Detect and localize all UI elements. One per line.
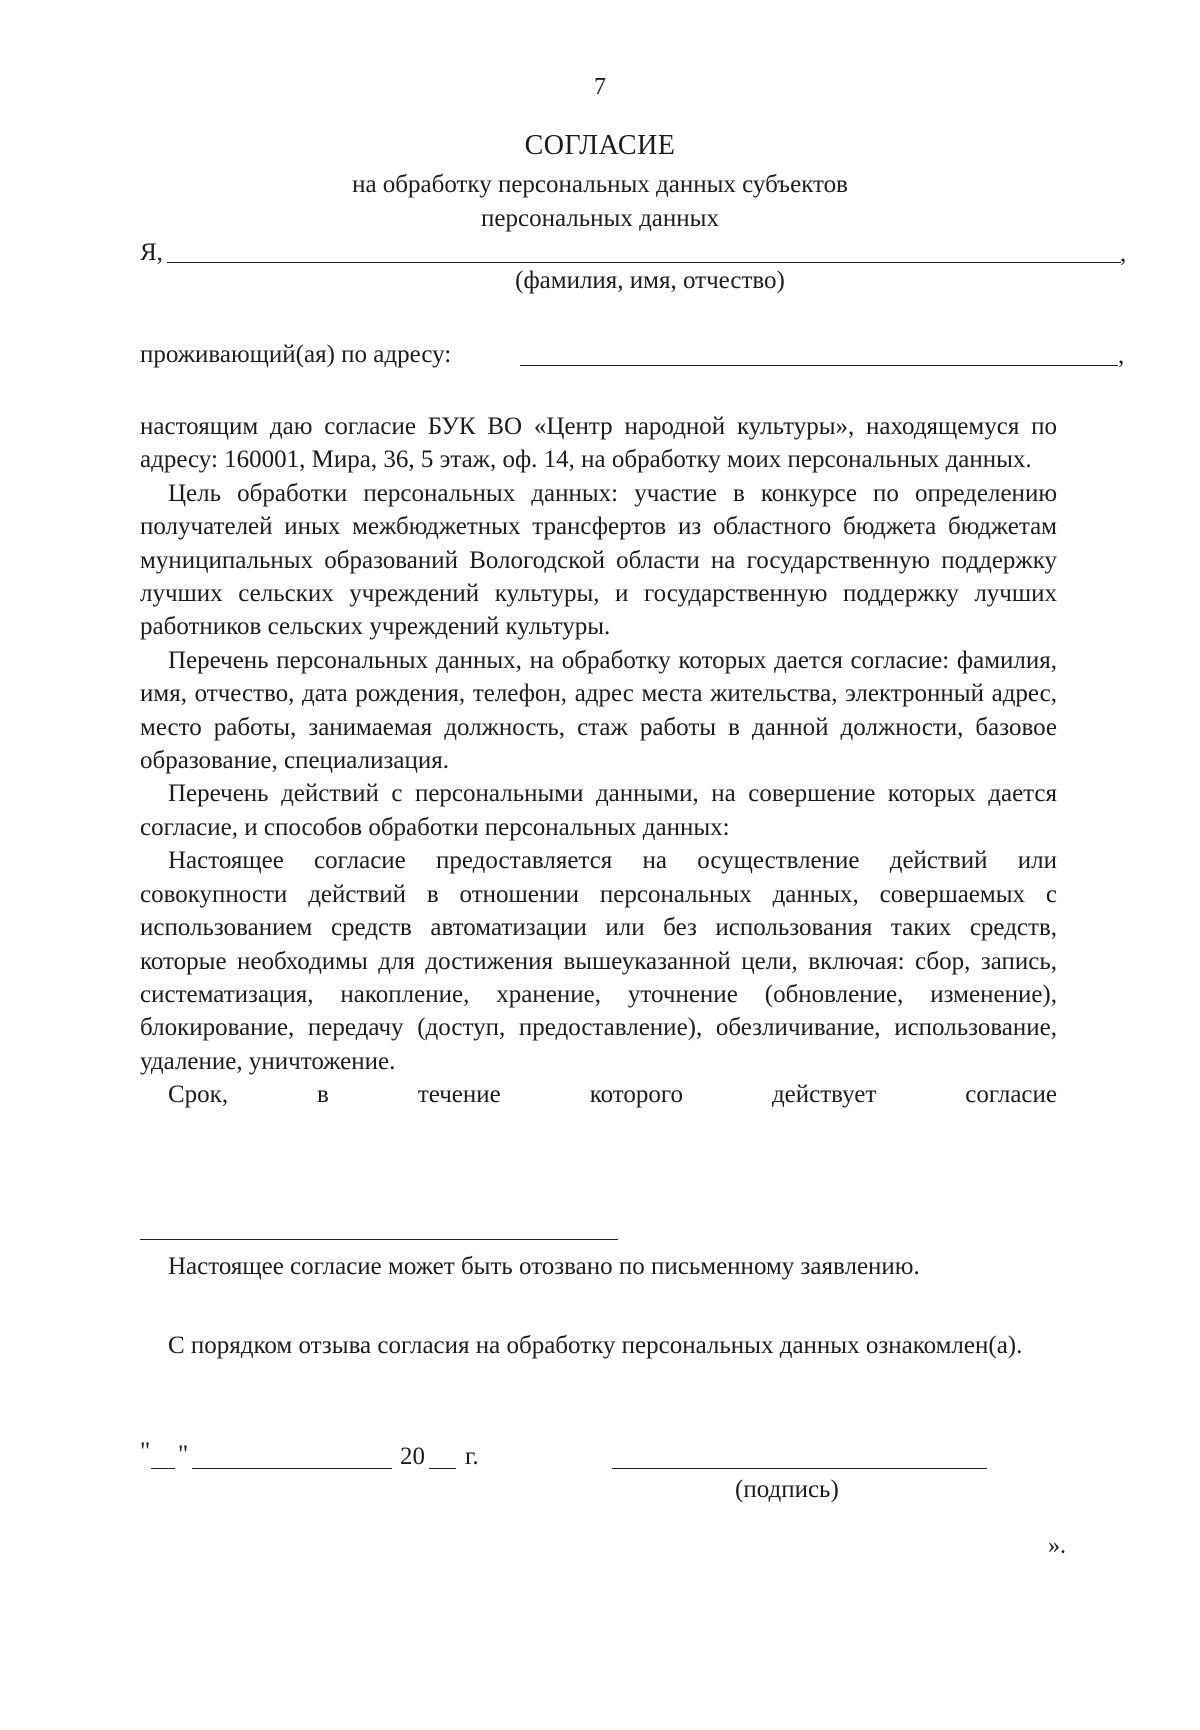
data-list-paragraph: Перечень персональных данных, на обработку которых дается согласие: фамилия, имя, отчество, дата рождения, телефон, адрес места жительства, электронный адрес, место работы, занимаемая должность, стаж работы в данной должности, базовое образование, специализация. xyxy=(140,646,1057,775)
consent-body xyxy=(140,410,1057,1112)
address-field-label: проживающий(ая) по адресу: xyxy=(140,341,452,368)
date-year-prefix: 20 xyxy=(400,1443,425,1470)
date-field xyxy=(140,1438,150,1466)
actions-detail-paragraph: Настоящее согласие предоставляется на осуществление действий или совокупности действий в отношении персональных данных, совершаемых с использованием средств автоматизации или без использования таких средств, которые необходимы для достижения вышеуказанной цели, включая: сбор, запись, систематизация, накопление, хранение, уточнение (обновление, изменение), блокирование, передачу (доступ, предоставление), обезличивание, использование, удаление, уничтожение. xyxy=(140,847,1057,1075)
signature-caption: (подпись) xyxy=(735,1476,839,1503)
signature-line[interactable] xyxy=(612,1468,987,1469)
page-number: 7 xyxy=(594,74,606,100)
revocation-paragraph: Настоящее согласие может быть отозвано по письменному заявлению. xyxy=(168,1253,920,1280)
subtitle-line-1: на обработку персональных данных субъектов xyxy=(352,171,848,198)
date-year-suffix: г. xyxy=(465,1443,479,1470)
date-day-line[interactable] xyxy=(151,1468,175,1469)
closing-mark: ». xyxy=(1048,1533,1066,1559)
document-title: СОГЛАСИЕ xyxy=(524,130,676,161)
name-field-caption: (фамилия, имя, отчество) xyxy=(515,267,785,294)
term-blank-line[interactable] xyxy=(140,1239,618,1240)
acknowledgement-paragraph: С порядком отзыва согласия на обработку персональных данных ознакомлен(а). xyxy=(168,1332,1023,1359)
name-field-end: , xyxy=(1120,240,1127,267)
term-paragraph: Срок, в течение которого действует согласие xyxy=(168,1081,1057,1109)
date-open-quote: " xyxy=(140,1438,151,1465)
date-close-quote: " xyxy=(178,1441,189,1468)
consent-intro-paragraph: настоящим даю согласие БУК ВО «Центр народной культуры», находящемуся по адресу: 160001, Мира, 36, 5 этаж, оф. 14, на обработку моих персональных данных. xyxy=(140,413,1057,474)
address-field-line[interactable] xyxy=(520,365,1118,366)
name-field-line[interactable] xyxy=(167,262,1121,263)
date-year-line[interactable] xyxy=(429,1468,456,1469)
subtitle-line-2: персональных данных xyxy=(481,205,719,232)
address-field-end: , xyxy=(1118,342,1125,369)
actions-list-paragraph: Перечень действий с персональными данными, на совершение которых дается согласие, и способов обработки персональных данных: xyxy=(140,780,1057,841)
name-field-label: Я, xyxy=(140,239,163,266)
document-subtitle xyxy=(0,168,1200,236)
purpose-paragraph: Цель обработки персональных данных: участие в конкурсе по определению получателей иных межбюджетных трансфертов из областного бюджета бюджетам муниципальных образований Вологодской области на государственную поддержку лучших сельских учреждений культуры, и государственную поддержку лучших работников сельских учреждений культуры. xyxy=(140,479,1057,641)
date-month-line[interactable] xyxy=(192,1468,392,1469)
